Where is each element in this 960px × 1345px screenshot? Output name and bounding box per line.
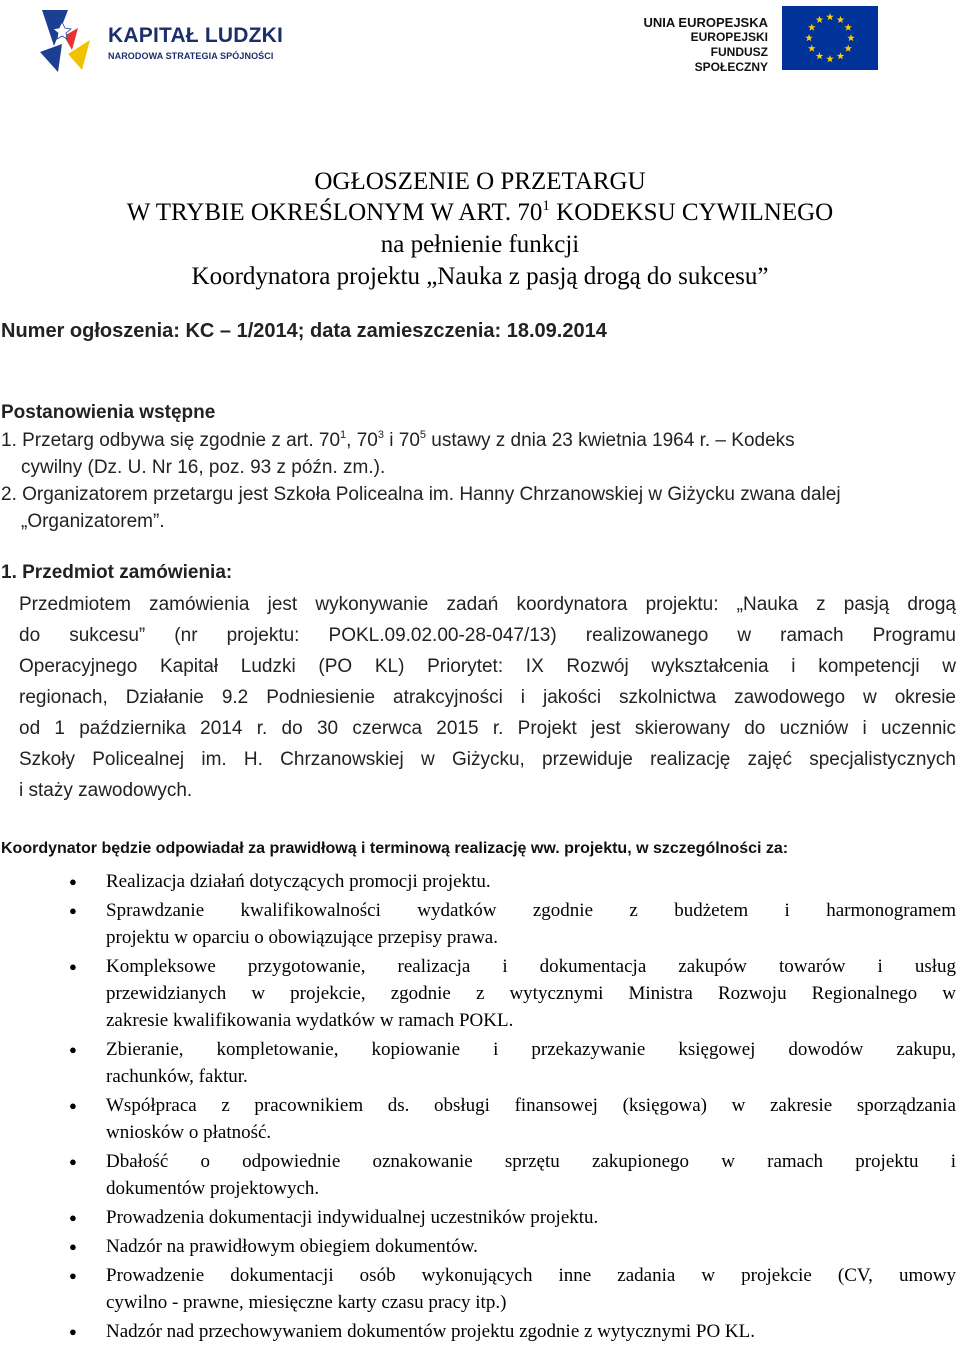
logo-left-subtitle: NARODOWA STRATEGIA SPÓJNOŚCI [108,51,274,61]
preliminary-item1-sup3: 5 [419,429,427,441]
duty-text-line: dokumentów projektowych. [106,1178,320,1199]
duty-text-line: projektu w oparciu o obowiązujące przepisy prawa. [106,927,498,948]
duty-list-item [0,1204,960,1231]
preliminary-item1-a: 1. Przetarg odbywa się zgodnie z art. 70 [1,430,341,451]
duty-text-line: ● Sprawdzanie kwalifikowalności wydatków zgodnie z budżetem i harmonogramem [106,900,956,921]
duties-heading: Koordynator będzie odpowiadał za prawidłową i terminową realizację ww. projektu, w szczególności za: [1,840,789,857]
duty-text-line: ● Zbieranie, kompletowanie, kopiowanie i przekazywanie księgowej dowodów zakupu, [106,1039,956,1060]
duty-text-line: rachunków, faktur. [106,1066,248,1087]
subject-line: Operacyjnego Kapitał Ludzki (PO KL) Priorytet: IX Rozwój wykształcenia i kompetencji w [19,656,956,677]
title-line3: na pełnienie funkcji [380,231,580,258]
duties-list [0,868,960,1345]
duty-list-item [0,1233,960,1260]
logo-right-line1: UNIA EUROPEJSKA [643,15,768,30]
kapital-ludzki-text [108,25,283,61]
preliminary-item1-sup2: 3 [377,429,384,441]
eu-flag-icon [782,6,878,70]
duty-text-line: ● Dbałość o odpowiednie oznakowanie sprzętu zakupionego w ramach projektu i [106,1151,956,1172]
duty-text-line: zakresie kwalifikowania wydatków w ramach POKL. [106,1010,514,1031]
duty-text-line: ● Kompleksowe przygotowanie, realizacja i dokumentacja zakupów towarów i usług [106,956,956,977]
subject-line: Przedmiotem zamówienia jest wykonywanie zadań koordynatora projektu: „Nauka z pasją drogą [19,594,956,615]
duty-text-line: ● Realizacja działań dotyczących promocji projektu. [106,871,491,892]
duty-list-item [0,1262,960,1316]
logo-right-line2: EUROPEJSKI [690,30,768,44]
subject-line: Szkoły Policealnej im. H. Chrzanowskiej w Giżycku, przewiduje realizację zajęć specjalistycznych [19,749,956,770]
duty-list-item [0,1092,960,1146]
duty-text-line: wniosków o płatność. [106,1122,272,1143]
duty-text-line: ● Prowadzenie dokumentacji osób wykonujących inne zadania w projekcie (CV, umowy [106,1265,956,1286]
preliminary-heading: Postanowienia wstępne [1,402,216,423]
duty-list-item [0,897,960,951]
eu-logo-text [636,15,768,75]
duty-text-line: ● Prowadzenia dokumentacji indywidualnej uczestników projektu. [106,1207,599,1228]
preliminary-item1-b: , 70 [346,430,378,451]
title-line2-sup: 1 [542,198,550,214]
duty-list-item [0,1318,960,1345]
logo-right-line3: FUNDUSZ SPOŁECZNY [694,45,768,74]
preliminary-item1-line1 [1,427,795,454]
duty-text-line: przewidzianych w projekcie, zgodnie z wytycznymi Ministra Rozwoju Regionalnego w [106,983,956,1004]
duty-text-line: cywilno - prawne, miesięczne karty czasu pracy itp.) [106,1292,507,1313]
preliminary-item1-d: ustawy z dnia 23 kwietnia 1964 r. – Kodeks [426,430,795,451]
announcement-number: Numer ogłoszenia: KC – 1/2014; data zamieszczenia: 18.09.2014 [1,320,607,342]
title-line2-b: KODEKSU CYWILNEGO [549,199,834,226]
title-line1: OGŁOSZENIE O PRZETARGU [314,168,646,195]
duty-text-line: ● Nadzór nad przechowywaniem dokumentów projektu zgodnie z wytycznymi PO KL. [106,1321,755,1342]
subject-line: od 1 października 2014 r. do 30 czerwca 2015 r. Projekt jest skierowany do uczniów i uczennic [19,718,956,739]
duty-list-item [0,1036,960,1090]
preliminary-item1-c: i 70 [383,430,420,451]
duty-list-item [0,1148,960,1202]
duty-list-item [0,953,960,1034]
logo-left-title: KAPITAŁ LUDZKI [108,24,284,47]
subject-line: i staży zawodowych. [19,780,193,801]
subject-line: do sukcesu” (nr projektu: POKL.09.02.00-28-047/13) realizowanego w ramach Programu [19,625,956,646]
preliminary-item1-sup1: 1 [340,429,347,441]
kapital-ludzki-logo [38,6,298,76]
duty-text-line: ● Współpraca z pracownikiem ds. obsługi finansowej (księgowa) w zakresie sporządzania [106,1095,956,1116]
kapital-ludzki-emblem-icon [38,6,104,76]
duty-list-item [0,868,960,895]
duty-text-line: ● Nadzór na prawidłowym obiegiem dokumentów. [106,1236,478,1257]
subject-heading: 1. Przedmiot zamówienia: [1,562,233,583]
preliminary-item2-line1: 2. Organizatorem przetargu jest Szkoła Policealna im. Hanny Chrzanowskiej w Giżycku zwana dalej [1,484,841,505]
title-line2-a: W TRYBIE OKREŚLONYM W ART. 70 [126,199,543,226]
subject-line: regionach, Działanie 9.2 Podniesienie atrakcyjności i jakości szkolnictwa zawodowego w okresie [19,687,956,708]
title-line4: Koordynatora projektu „Nauka z pasją drogą do sukcesu” [191,263,769,290]
title-line2 [0,197,960,228]
preliminary-item2-line2: „Organizatorem”. [21,511,165,532]
eu-logo [636,6,880,72]
preliminary-item1-line2: cywilny (Dz. U. Nr 16, poz. 93 z późn. zm.). [21,457,386,478]
